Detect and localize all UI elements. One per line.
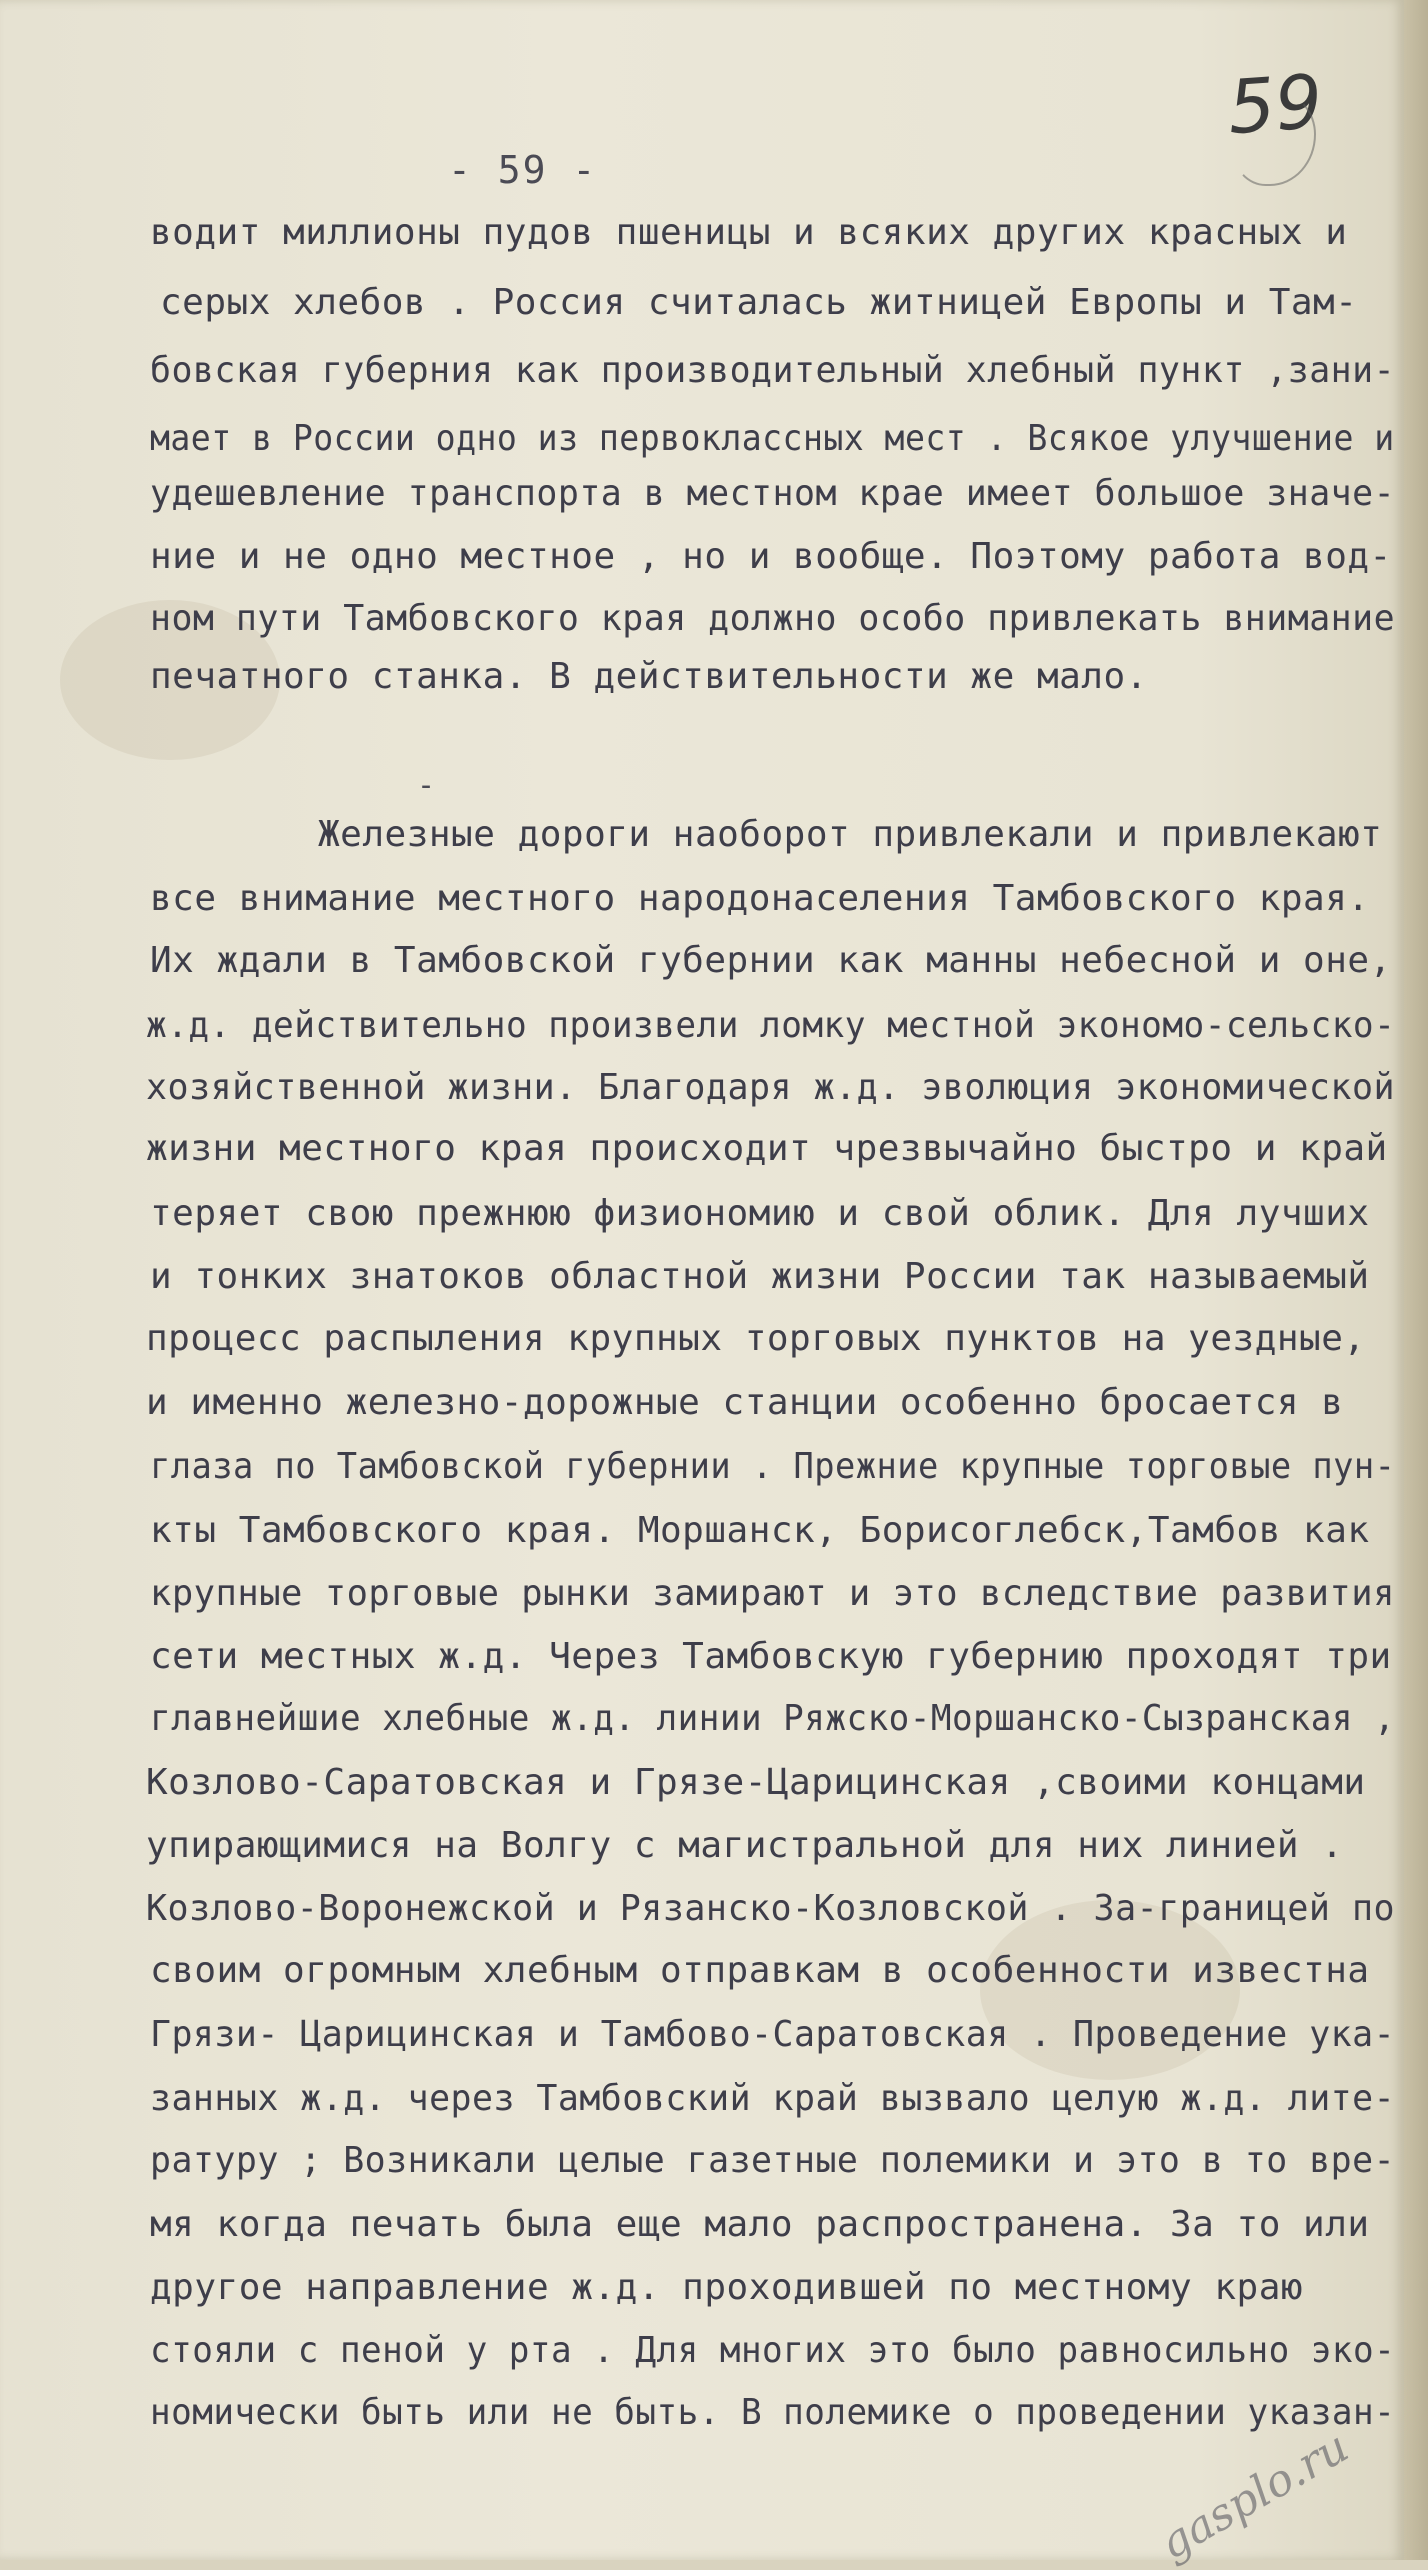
- text-line: стояли с пеной у рта . Для многих это было равносильно эко-: [150, 2330, 1396, 2371]
- text-line: процесс распыления крупных торговых пунктов на уездные,: [146, 1318, 1366, 1359]
- text-line: номически быть или не быть. В полемике о проведении указан-: [150, 2392, 1396, 2433]
- text-line: удешевление транспорта в местном крае имеет большое значе-: [150, 473, 1396, 514]
- text-line: глаза по Тамбовской губернии . Прежние крупные торговые пун-: [150, 1446, 1396, 1487]
- text-line: серых хлебов . Россия считалась житницей Европы и Там-: [160, 282, 1358, 323]
- text-line: бовская губерния как производительный хлебный пункт ,зани-: [150, 350, 1396, 391]
- text-line: и тонких знатоков областной жизни России так называемый: [150, 1256, 1370, 1297]
- text-line: ние и не одно местное , но и вообще. Поэтому работа вод-: [150, 536, 1392, 577]
- text-line: печатного станка. В действительности же мало.: [150, 656, 1148, 697]
- text-line: ном пути Тамбовского края должно особо привлекать внимание: [150, 598, 1396, 639]
- section-separator: -: [417, 768, 436, 803]
- text-line: главнейшие хлебные ж.д. линии Ряжско-Моршанско-Сызранская ,: [150, 1698, 1396, 1739]
- text-line: хозяйственной жизни. Благодаря ж.д. эволюция экономической: [146, 1067, 1396, 1108]
- text-line: и именно железно-дорожные станции особенно бросается в: [146, 1382, 1344, 1423]
- text-line: ж.д. действительно произвели ломку местной экономо-сельско-: [146, 1005, 1396, 1046]
- page-number: - 59 -: [448, 148, 598, 192]
- text-line: мя когда печать была еще мало распространена. За то или: [150, 2204, 1370, 2245]
- text-line: занных ж.д. через Тамбовский край вызвало целую ж.д. лите-: [150, 2078, 1396, 2119]
- text-line: ратуру ; Возникали целые газетные полемики и это в то вре-: [150, 2140, 1396, 2181]
- text-line: мает в России одно из первоклассных мест . Всякое улучшение и: [150, 418, 1395, 459]
- text-line: водит миллионы пудов пшеницы и всяких других красных и: [150, 212, 1348, 253]
- text-line: жизни местного края происходит чрезвычайно быстро и край: [146, 1128, 1388, 1169]
- text-line: все внимание местного народонаселения Тамбовского края.: [150, 878, 1370, 919]
- text-line: Железные дороги наоборот привлекали и привлекают: [318, 814, 1383, 855]
- archive-folio-number: 59: [1225, 58, 1326, 152]
- text-line: Козлово-Воронежской и Рязанско-Козловской . За-границей по: [146, 1888, 1396, 1929]
- text-line: Грязи- Царицинская и Тамбово-Саратовская . Проведение ука-: [150, 2014, 1396, 2055]
- text-line: упирающимися на Волгу с магистральной для них линией .: [146, 1825, 1344, 1866]
- page-edge: [1404, 0, 1428, 2560]
- text-line: своим огромным хлебным отправкам в особенности известна: [150, 1950, 1370, 1991]
- text-line: теряет свою прежнюю физиономию и свой облик. Для лучших: [150, 1193, 1370, 1234]
- text-line: кты Тамбовского края. Моршанск, Борисоглебск,Тамбов как: [150, 1510, 1370, 1551]
- watermark: gasplo.ru: [1151, 2421, 1358, 2570]
- text-line: крупные торговые рынки замирают и это вследствие развития: [150, 1573, 1395, 1614]
- text-line: Козлово-Саратовская и Грязе-Царицинская ,своими концами: [146, 1762, 1366, 1803]
- text-line: другое направление ж.д. проходившей по местному краю: [150, 2267, 1304, 2308]
- text-line: Их ждали в Тамбовской губернии как манны небесной и оне,: [150, 940, 1392, 981]
- text-line: сети местных ж.д. Через Тамбовскую губернию проходят три: [150, 1636, 1392, 1677]
